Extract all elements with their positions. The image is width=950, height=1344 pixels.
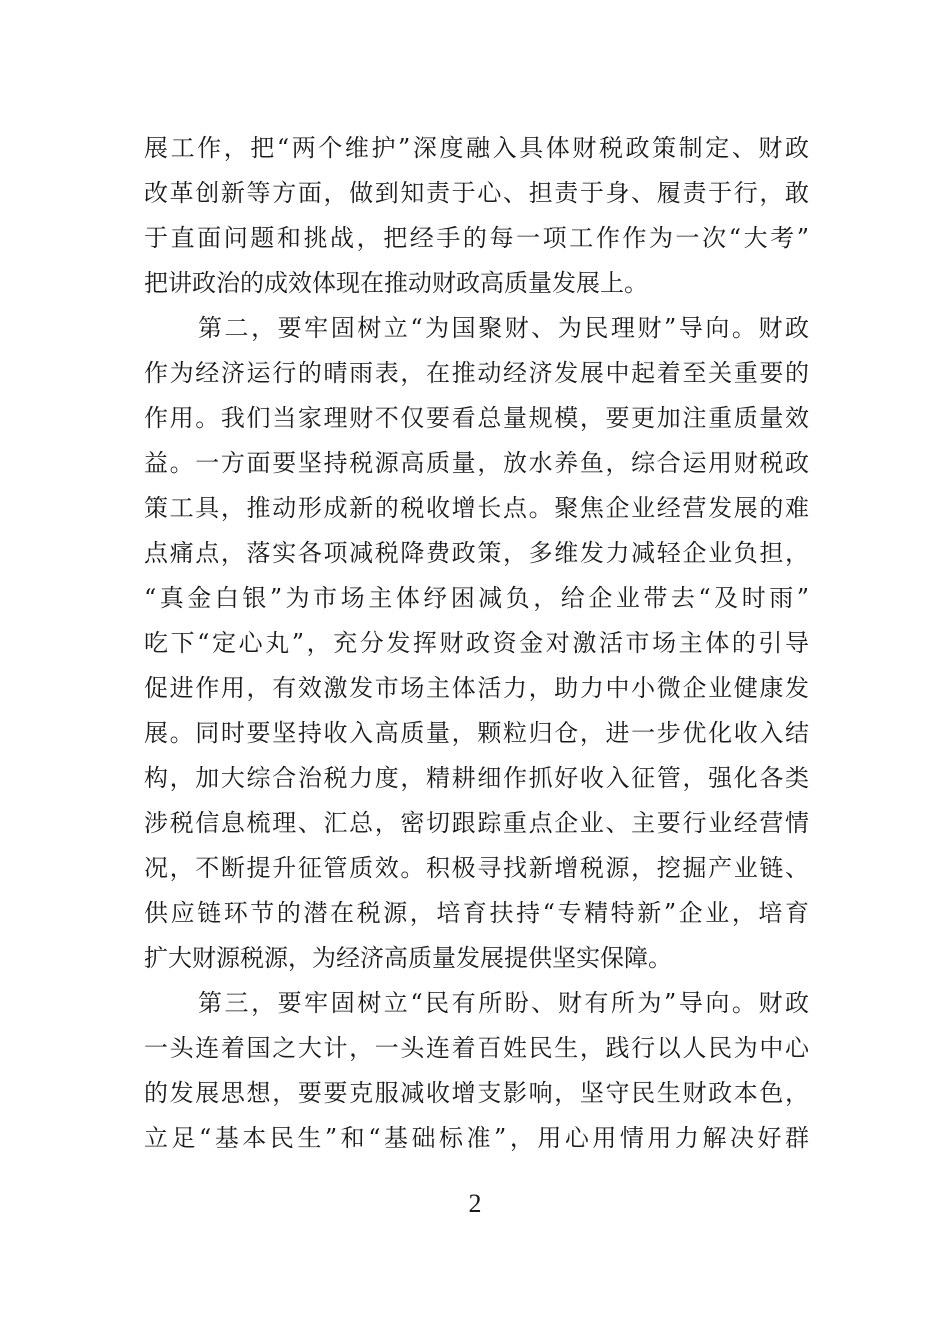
paragraph-2-line-15: 扩大财源税源，为经济高质量发展提供坚实保障。 <box>144 944 672 972</box>
paragraph-2-line-1: 第二，要牢固树立“为国聚财、为民理财”导向。财政 <box>198 314 809 342</box>
paragraph-2-line-9: 促进作用，有效激发市场主体活力，助力中小微企业健康发 <box>144 674 809 702</box>
paragraph-2-line-7: “真金白银”为市场主体纾困减负，给企业带去“及时雨” <box>144 584 809 612</box>
paragraph-2-line-4: 益。一方面要坚持税源高质量，放水养鱼，综合运用财税政 <box>144 449 809 477</box>
page-number: 2 <box>468 1189 482 1218</box>
paragraph-2-line-13: 况，不断提升征管质效。积极寻找新增税源，挖掘产业链、 <box>144 854 809 882</box>
paragraph-2-line-14: 供应链环节的潜在税源，培育扶持“专精特新”企业，培育 <box>144 899 809 927</box>
paragraph-3-line-3: 的发展思想，要要克服减收增支影响，坚守民生财政本色， <box>144 1079 809 1107</box>
paragraph-2-line-3: 作用。我们当家理财不仅要看总量规模，要更加注重质量效 <box>144 404 809 432</box>
paragraph-2-line-10: 展。同时要坚持收入高质量，颗粒归仓，进一步优化收入结 <box>144 719 809 747</box>
paragraph-1-line-2: 改革创新等方面，做到知责于心、担责于身、履责于行，敢 <box>144 179 809 207</box>
paragraph-2-line-5: 策工具，推动形成新的税收增长点。聚焦企业经营发展的难 <box>144 494 809 522</box>
paragraph-2-line-2: 作为经济运行的晴雨表，在推动经济发展中起着至关重要的 <box>144 359 809 387</box>
paragraph-1-line-4: 把讲政治的成效体现在推动财政高质量发展上。 <box>144 269 648 297</box>
paragraph-3-line-2: 一头连着国之大计，一头连着百姓民生，践行以人民为中心 <box>144 1034 809 1062</box>
paragraph-2-line-12: 涉税信息梳理、汇总，密切跟踪重点企业、主要行业经营情 <box>144 809 809 837</box>
paragraph-2-line-6: 点痛点，落实各项减税降费政策，多维发力减轻企业负担， <box>144 539 809 567</box>
paragraph-2-line-8: 吃下“定心丸”，充分发挥财政资金对激活市场主体的引导 <box>144 629 809 657</box>
paragraph-1-line-3: 于直面问题和挑战，把经手的每一项工作作为一次“大考” <box>144 224 809 252</box>
paragraph-1-line-1: 展工作，把“两个维护”深度融入具体财税政策制定、财政 <box>144 134 809 162</box>
paragraph-3-line-1: 第三，要牢固树立“民有所盼、财有所为”导向。财政 <box>198 989 809 1017</box>
paragraph-2-line-11: 构，加大综合治税力度，精耕细作抓好收入征管，强化各类 <box>144 764 809 792</box>
paragraph-3-line-4: 立足“基本民生”和“基础标准”，用心用情用力解决好群 <box>144 1124 809 1152</box>
